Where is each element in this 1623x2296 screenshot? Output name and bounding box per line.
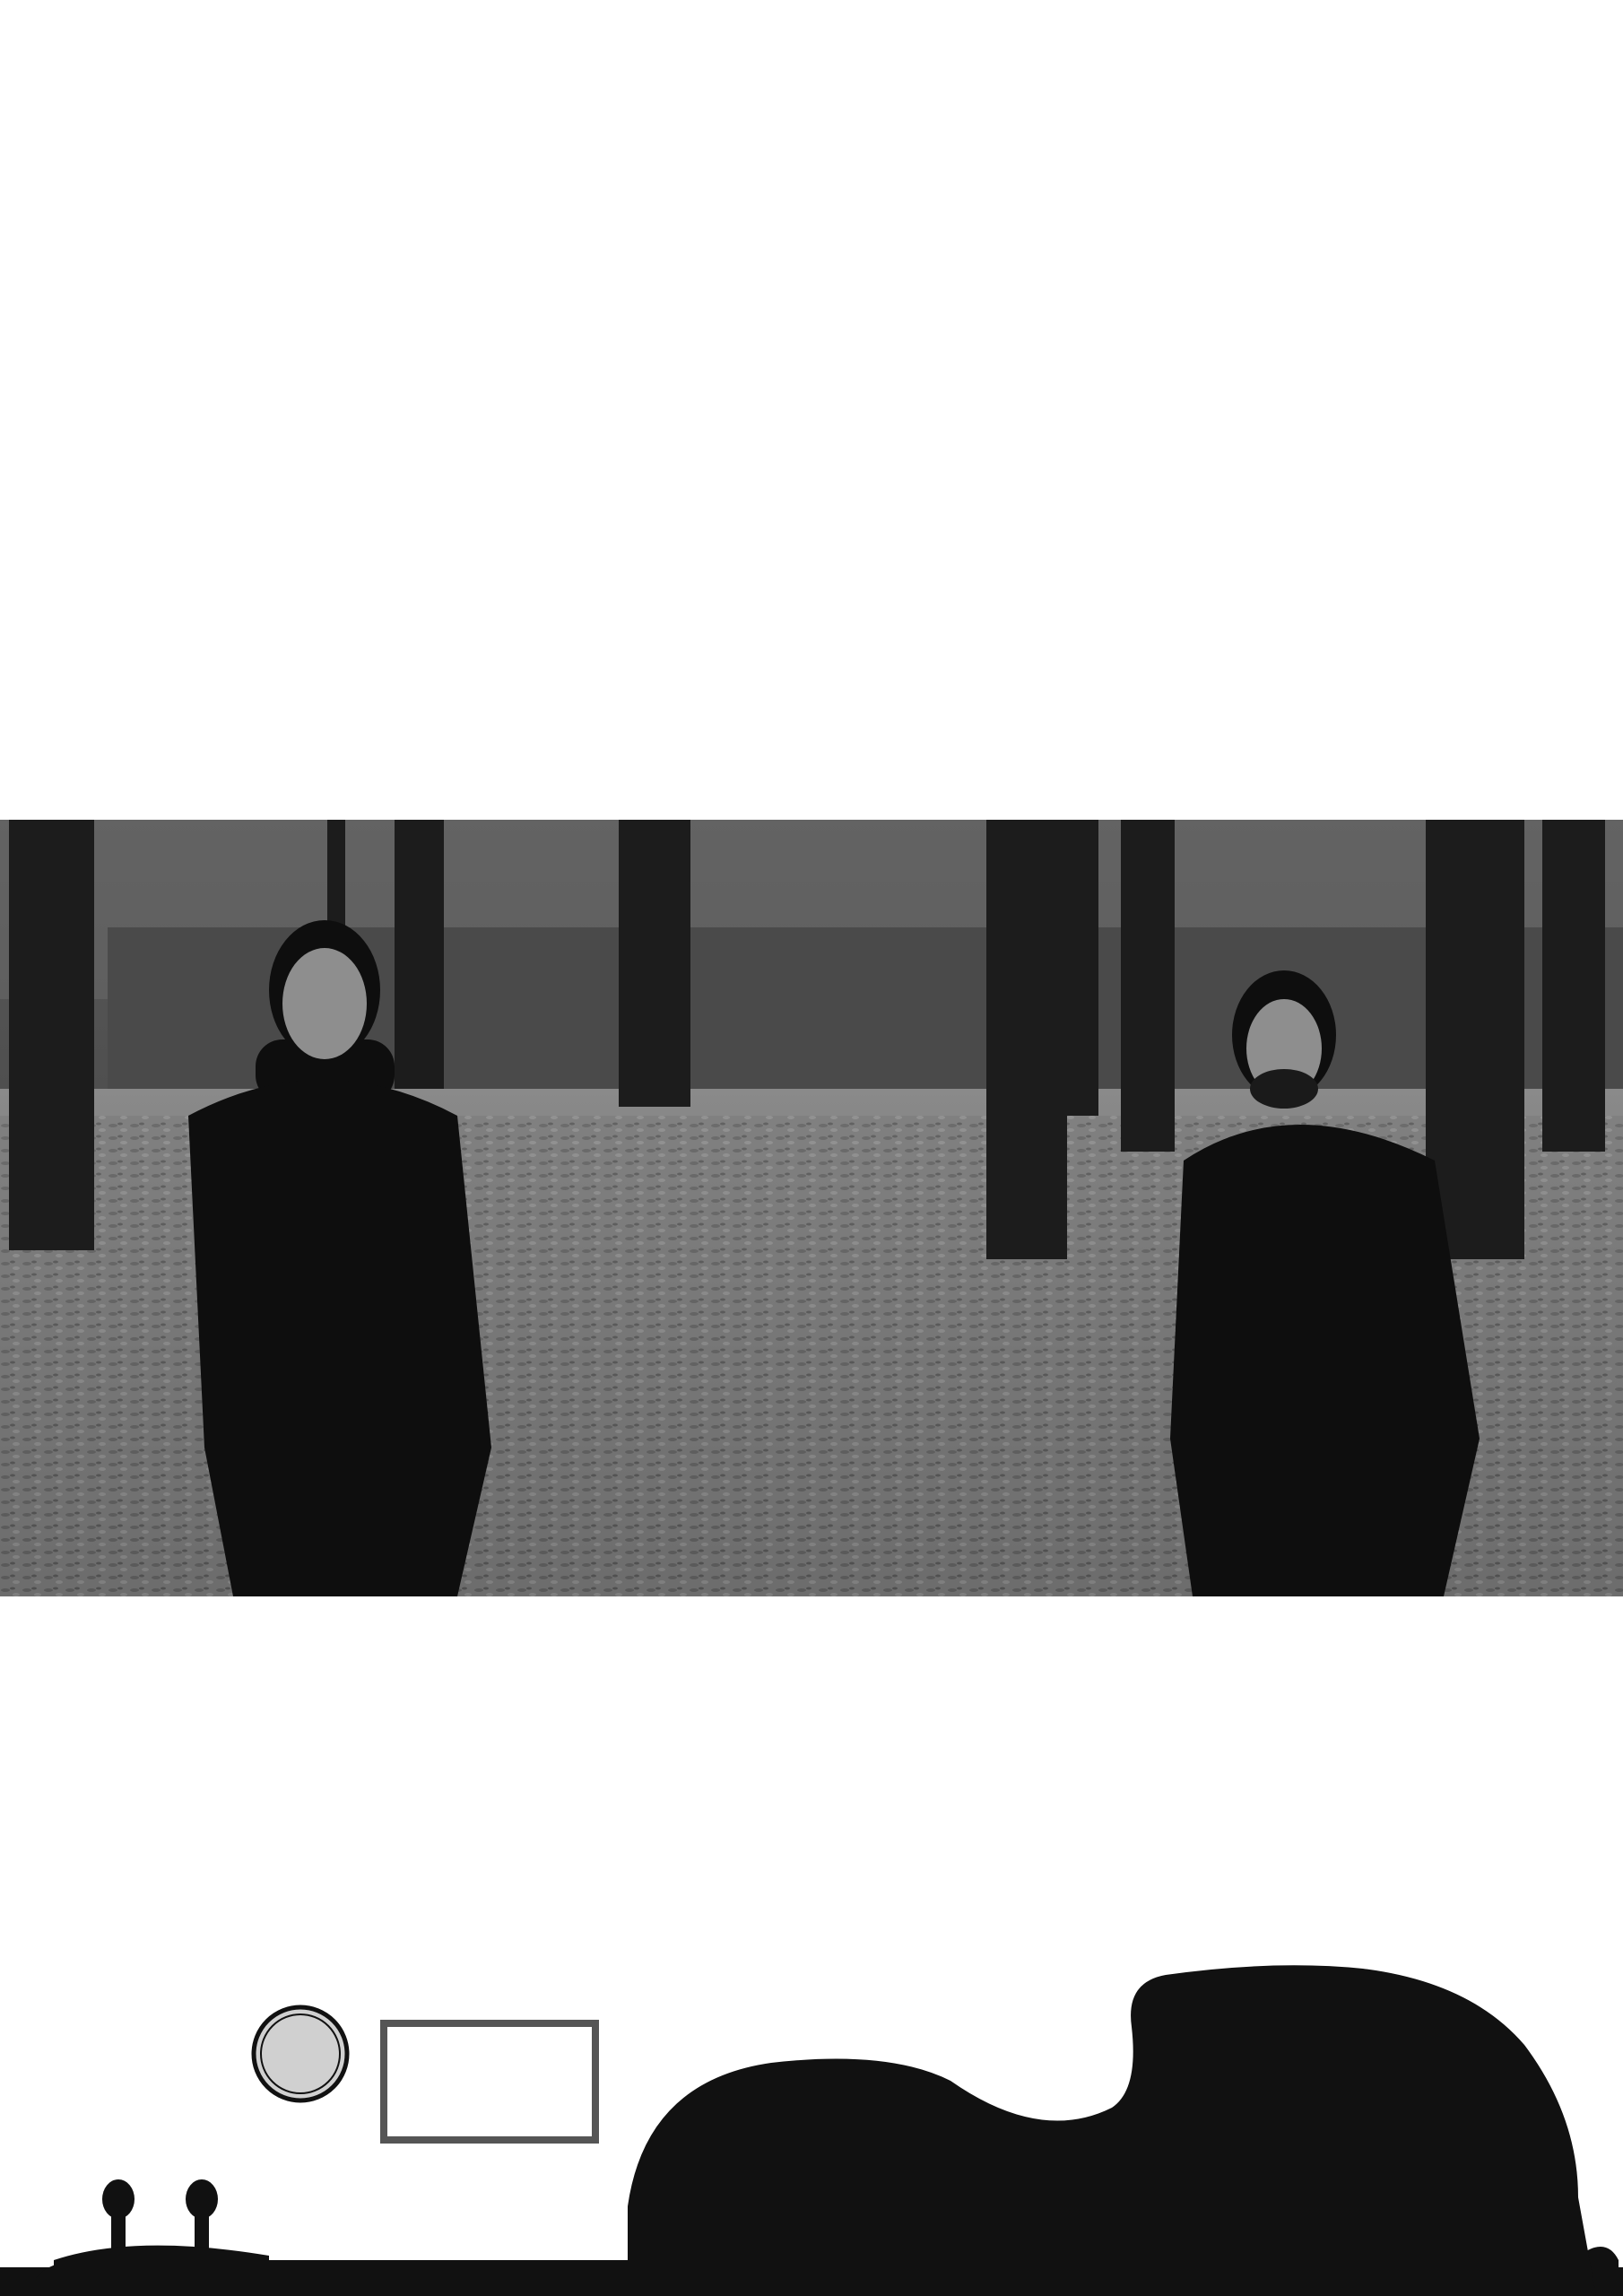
museum-seal-icon — [242, 2000, 359, 2108]
byzantine-museum-logo — [242, 2000, 359, 2112]
duo-photo — [0, 820, 1623, 1596]
polyrythmia-logo — [380, 2020, 599, 2144]
piano-keys-decoration — [655, 0, 1560, 323]
